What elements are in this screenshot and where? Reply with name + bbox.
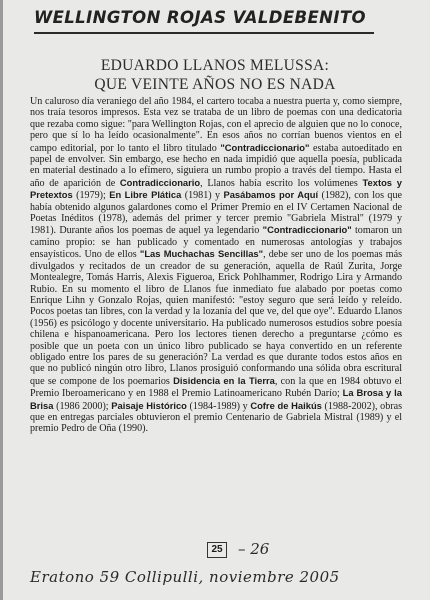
- text-run: (1982), con los que había obtenido algunos galardones como el Primer Premio en el IV Certamen Nacional de Poetas Inéditos (1978), además del primer y tercer premio "Gabriela Mistral" (1979 y 1981). Durante años los poemas de aquel ya legendario: [30, 190, 402, 237]
- handwritten-note: Eratono 59 Collipulli, noviembre 2005: [30, 568, 340, 586]
- page-header: [34, 6, 374, 34]
- text-run: (1979);: [72, 190, 110, 202]
- bold-title-run: Pasábamos por Aquí: [223, 189, 319, 201]
- text-run: (1988-2002), obras que en entregas parciales obtuvieron el premio Centenario de Gabriela Mistral (1989) y el premio Pedro de Oña (1990).: [30, 400, 403, 435]
- text-run: (1981) y: [181, 190, 224, 202]
- page-number: 25: [207, 542, 227, 558]
- article-title-line-2: QUE VEINTE AÑOS NO ES NADA: [94, 76, 336, 93]
- bold-title-run: Paisaje Histórico: [111, 399, 187, 411]
- page-footer: [0, 540, 430, 570]
- bold-title-run: Textos y Pretextos: [30, 176, 402, 201]
- page-edge: [0, 0, 3, 600]
- text-run: , debe ser uno de los poemas más divulgados y recitados de un creador de su generación, aquella de Raúl Zurita, Jorge Montealegre, Tomás Harris, Alexis Figueroa, Erick Pohlhammer, Rodrigo Lira y Armando Rubio. En su momento el libro de Llanos fue inmediato fue alabado por poetas como Enrique Lihn y Gonzalo Rojas, quien manifestó: "estoy seguro que será leído y releído. Pocos poetas tan libres, con la verdad y la lozanía del que ve, del que oye". Eduardo Llanos (1956) es psicólogo y docente universitario. Ha publicado numerosos estudios sobre poesía chilena e hispanoamericana. Pero los lectores tienen derecho a preguntarse ¿cómo es posible que un poeta con un único libro publicado se haya convertido en un referente obligado entre los pares de su generación? La verdad es que durante todos estos años en que no publicó ningún otro libro, Llanos prosiguió conformando una sólida obra escritural que se compone de los poemarios: [30, 249, 403, 387]
- article-title-line-1: EDUARDO LLANOS MELUSSA:: [100, 57, 330, 74]
- bold-title-run: "Contradiccionario": [220, 141, 310, 153]
- text-run: Un caluroso día veraniego del año 1984, el cartero tocaba a nuestra puerta y, como siempre, nos traía tesoros impresos. Esta vez se trataba de un libro de poemas con una dedicatoria que rezaba como sigue: "para Wellington Rojas, con el aprecio de alguien que no lo conoce, pero que sí lo ha leído ocasionalmente". En esos años no corrían buenos vientos en el campo editorial, por lo tanto el libro titulado: [30, 96, 402, 154]
- text-run: estaba autoeditado en papel de envolver. Sin embargo, ese hecho en nada impidió que aquella poesía, publicada en material destinado a lo efímero, siguiera un rumbo propio a través del tiempo. Hasta el año de aparición de: [30, 142, 402, 189]
- text-run: (1984-1989) y: [186, 400, 251, 412]
- bold-title-run: Disidencia en la Tierra: [173, 374, 275, 386]
- text-run: (1986 2000);: [53, 400, 112, 412]
- text-run: , Llanos había escrito los volúmenes: [200, 177, 363, 189]
- text-run: tomaron un camino propio: se han publicado y comentado en numerosas antologías y trabajos ensayísticos. Uno de ellos: [30, 225, 403, 261]
- bold-title-run: Contradiccionario: [119, 176, 201, 188]
- bold-title-run: En Libre Plática: [109, 189, 182, 201]
- article-paragraph: [30, 96, 402, 435]
- author-header: WELLINGTON ROJAS VALDEBENITO: [34, 8, 366, 27]
- text-run: , con la que en 1984 obtuvo el Premio Iberoamericano y en 1988 el Premio Latinoamericano Rubén Darío;: [30, 375, 402, 400]
- article-body: [30, 96, 402, 435]
- article-title: [30, 56, 400, 94]
- handwritten-page-number: – 26: [238, 540, 270, 558]
- bold-title-run: La Brosa y la Brisa: [30, 387, 402, 411]
- bold-title-run: "Las Muchachas Sencillas": [139, 248, 264, 260]
- bold-title-run: Cofre de Haikús: [250, 399, 322, 411]
- bold-title-run: "Contradiccionario": [262, 224, 352, 236]
